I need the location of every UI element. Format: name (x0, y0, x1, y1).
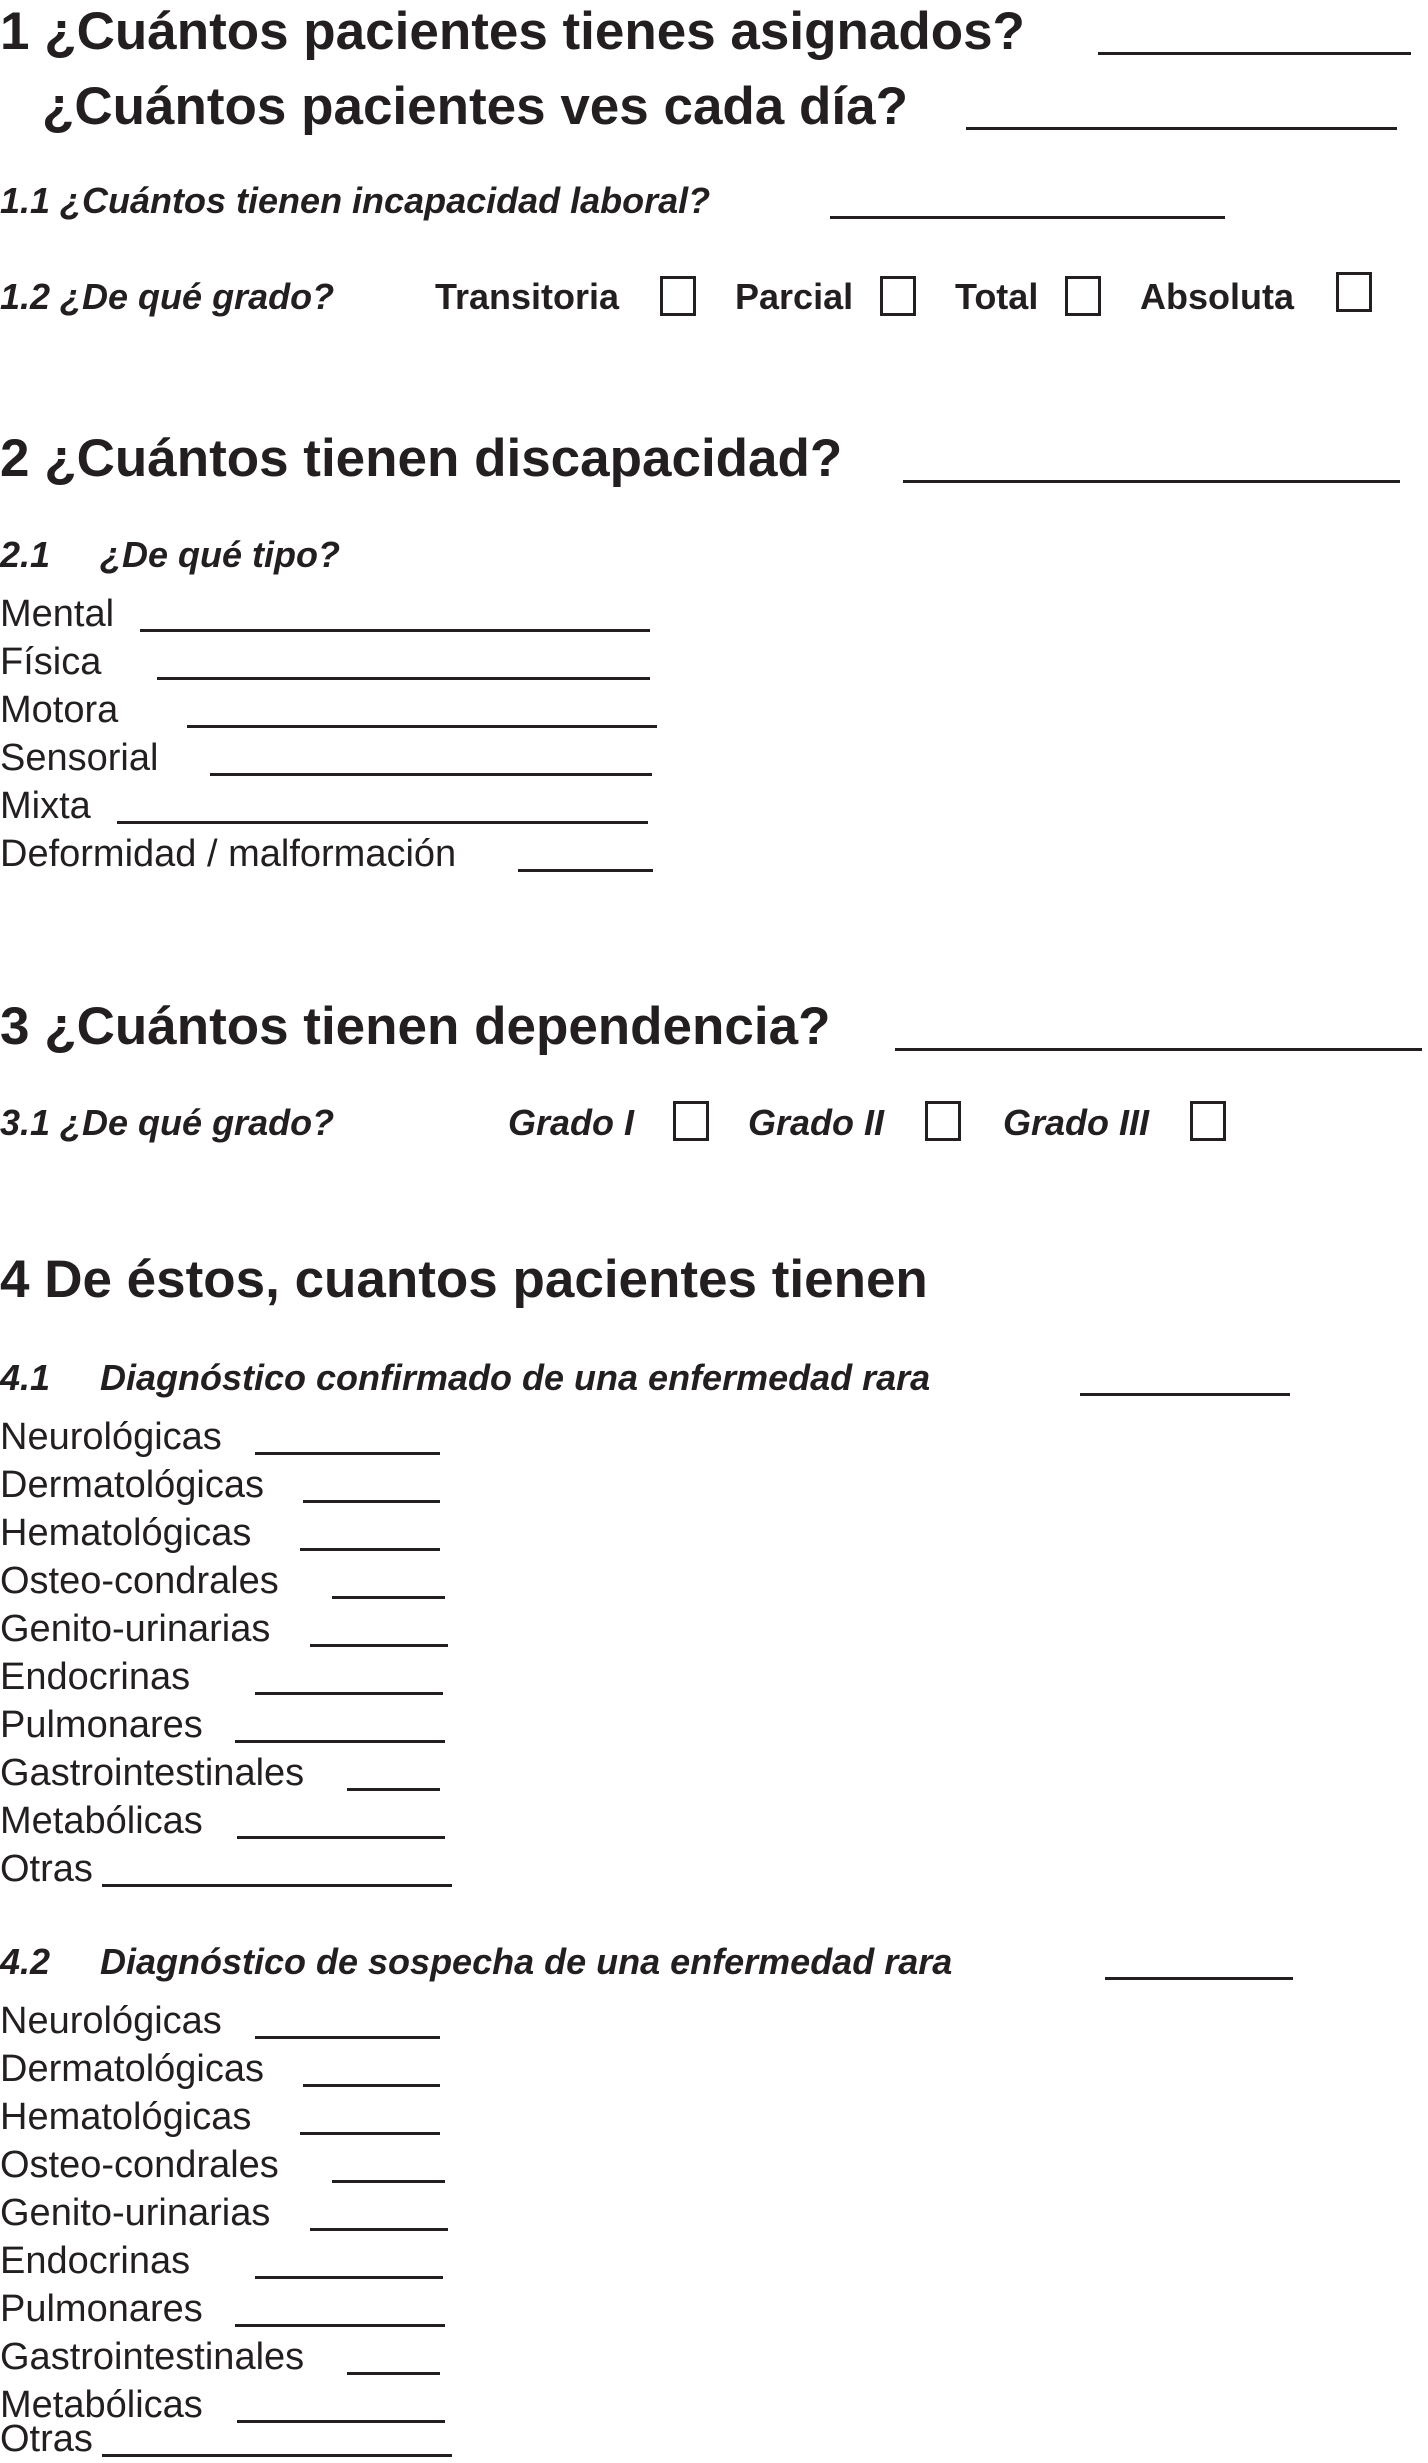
grade-1-checkbox[interactable] (673, 1101, 709, 1141)
q4-2-category-label: Osteo-condrales (0, 2144, 279, 2186)
q4-1-category-line[interactable] (255, 1692, 443, 1695)
q4-1-category-line[interactable] (300, 1548, 440, 1551)
q4-1-category-label: Pulmonares (0, 1704, 203, 1746)
q4-2-category-label: Otras (0, 2418, 93, 2460)
q4-2-category-line[interactable] (237, 2420, 445, 2423)
q4-2-answer-line[interactable] (1105, 1977, 1293, 1980)
q4-title: 4 De éstos, cuantos pacientes tienen (0, 1250, 928, 1309)
type-sensorial-label: Sensorial (0, 737, 159, 779)
type-deformidad-line[interactable] (518, 869, 653, 872)
type-motora-label: Motora (0, 689, 119, 731)
q4-2-category-line[interactable] (332, 2180, 445, 2183)
q4-2-category-label: Genito-urinarias (0, 2192, 271, 2234)
q2-1-question: ¿De qué tipo? (100, 534, 340, 575)
q4-1-category-line[interactable] (303, 1500, 440, 1503)
q4-1-category-line[interactable] (235, 1740, 445, 1743)
type-mixta-label: Mixta (0, 785, 91, 827)
q4-1-category-label: Hematológicas (0, 1512, 252, 1554)
q1-1-question: 1.1 ¿Cuántos tienen incapacidad laboral? (0, 180, 711, 221)
q4-1-question: Diagnóstico confirmado de una enfermedad rara (100, 1357, 931, 1398)
q4-2-category-line[interactable] (347, 2372, 440, 2375)
q4-2-category-label: Gastrointestinales (0, 2336, 305, 2378)
q4-2-category-line[interactable] (235, 2324, 445, 2327)
option-parcial-label: Parcial (735, 276, 854, 317)
q1-daily-answer-line[interactable] (966, 127, 1397, 130)
option-absoluta-checkbox[interactable] (1336, 272, 1372, 312)
q4-1-category-label: Dermatológicas (0, 1464, 264, 1506)
q2-1-number: 2.1 (0, 534, 51, 575)
q4-2-category-label: Hematológicas (0, 2096, 252, 2138)
type-motora-line[interactable] (187, 725, 657, 728)
q4-2-category-line[interactable] (255, 2036, 440, 2039)
option-parcial-checkbox[interactable] (880, 276, 916, 316)
q4-1-number: 4.1 (0, 1357, 51, 1398)
q2-title: 2 ¿Cuántos tienen discapacidad? (0, 429, 843, 488)
q4-2-category-label: Neurológicas (0, 2000, 222, 2042)
q4-2-number: 4.2 (0, 1941, 51, 1982)
q4-1-category-label: Metabólicas (0, 1800, 203, 1842)
q3-1-question: 3.1 ¿De qué grado? (0, 1102, 335, 1143)
grade-2-checkbox[interactable] (925, 1101, 961, 1141)
q4-1-category-label: Gastrointestinales (0, 1752, 305, 1794)
grade-1-label: Grado I (508, 1102, 635, 1143)
option-total-label: Total (955, 276, 1039, 317)
option-transitoria-label: Transitoria (435, 276, 620, 317)
q4-2-category-label: Endocrinas (0, 2240, 191, 2282)
q4-2-category-line[interactable] (310, 2228, 448, 2231)
q4-1-answer-line[interactable] (1080, 1393, 1290, 1396)
q4-1-category-label: Osteo-condrales (0, 1560, 279, 1602)
q4-2-category-line[interactable] (300, 2132, 440, 2135)
q4-1-category-label: Otras (0, 1848, 93, 1890)
q4-2-category-line[interactable] (303, 2084, 440, 2087)
grade-2-label: Grado II (748, 1102, 885, 1143)
grade-3-checkbox[interactable] (1190, 1101, 1226, 1141)
option-transitoria-checkbox[interactable] (660, 276, 696, 316)
option-total-checkbox[interactable] (1065, 276, 1101, 316)
type-mixta-line[interactable] (117, 821, 648, 824)
q4-2-category-line[interactable] (102, 2454, 452, 2457)
q3-answer-line[interactable] (895, 1048, 1422, 1051)
type-mental-label: Mental (0, 593, 115, 635)
q4-1-category-line[interactable] (332, 1596, 445, 1599)
q4-1-category-line[interactable] (347, 1788, 440, 1791)
q2-answer-line[interactable] (903, 480, 1400, 483)
q4-1-category-line[interactable] (310, 1644, 448, 1647)
q4-2-category-line[interactable] (255, 2276, 443, 2279)
q4-1-category-label: Endocrinas (0, 1656, 191, 1698)
q4-1-category-line[interactable] (255, 1452, 440, 1455)
q4-2-category-label: Dermatológicas (0, 2048, 264, 2090)
type-mental-line[interactable] (140, 629, 650, 632)
q4-1-category-line[interactable] (102, 1884, 452, 1887)
q3-title: 3 ¿Cuántos tienen dependencia? (0, 997, 831, 1056)
q1-2-question: 1.2 ¿De qué grado? (0, 276, 335, 317)
type-fisica-label: Física (0, 641, 102, 683)
q1-answer-line[interactable] (1098, 52, 1411, 55)
q4-1-category-line[interactable] (237, 1836, 445, 1839)
option-absoluta-label: Absoluta (1140, 276, 1295, 317)
q4-1-category-label: Neurológicas (0, 1416, 222, 1458)
grade-3-label: Grado III (1003, 1102, 1150, 1143)
q1-title: 1 ¿Cuántos pacientes tienes asignados? (0, 2, 1025, 61)
type-fisica-line[interactable] (157, 677, 650, 680)
q1-1-answer-line[interactable] (830, 216, 1225, 219)
q1-subtitle: ¿Cuántos pacientes ves cada día? (42, 77, 908, 136)
q4-2-category-label: Pulmonares (0, 2288, 203, 2330)
q4-2-question: Diagnóstico de sospecha de una enfermedad rara (100, 1941, 953, 1982)
type-deformidad-label: Deformidad / malformación (0, 833, 457, 875)
q4-2-category-label: Metabólicas (0, 2384, 203, 2426)
type-sensorial-line[interactable] (210, 773, 652, 776)
q4-1-category-label: Genito-urinarias (0, 1608, 271, 1650)
